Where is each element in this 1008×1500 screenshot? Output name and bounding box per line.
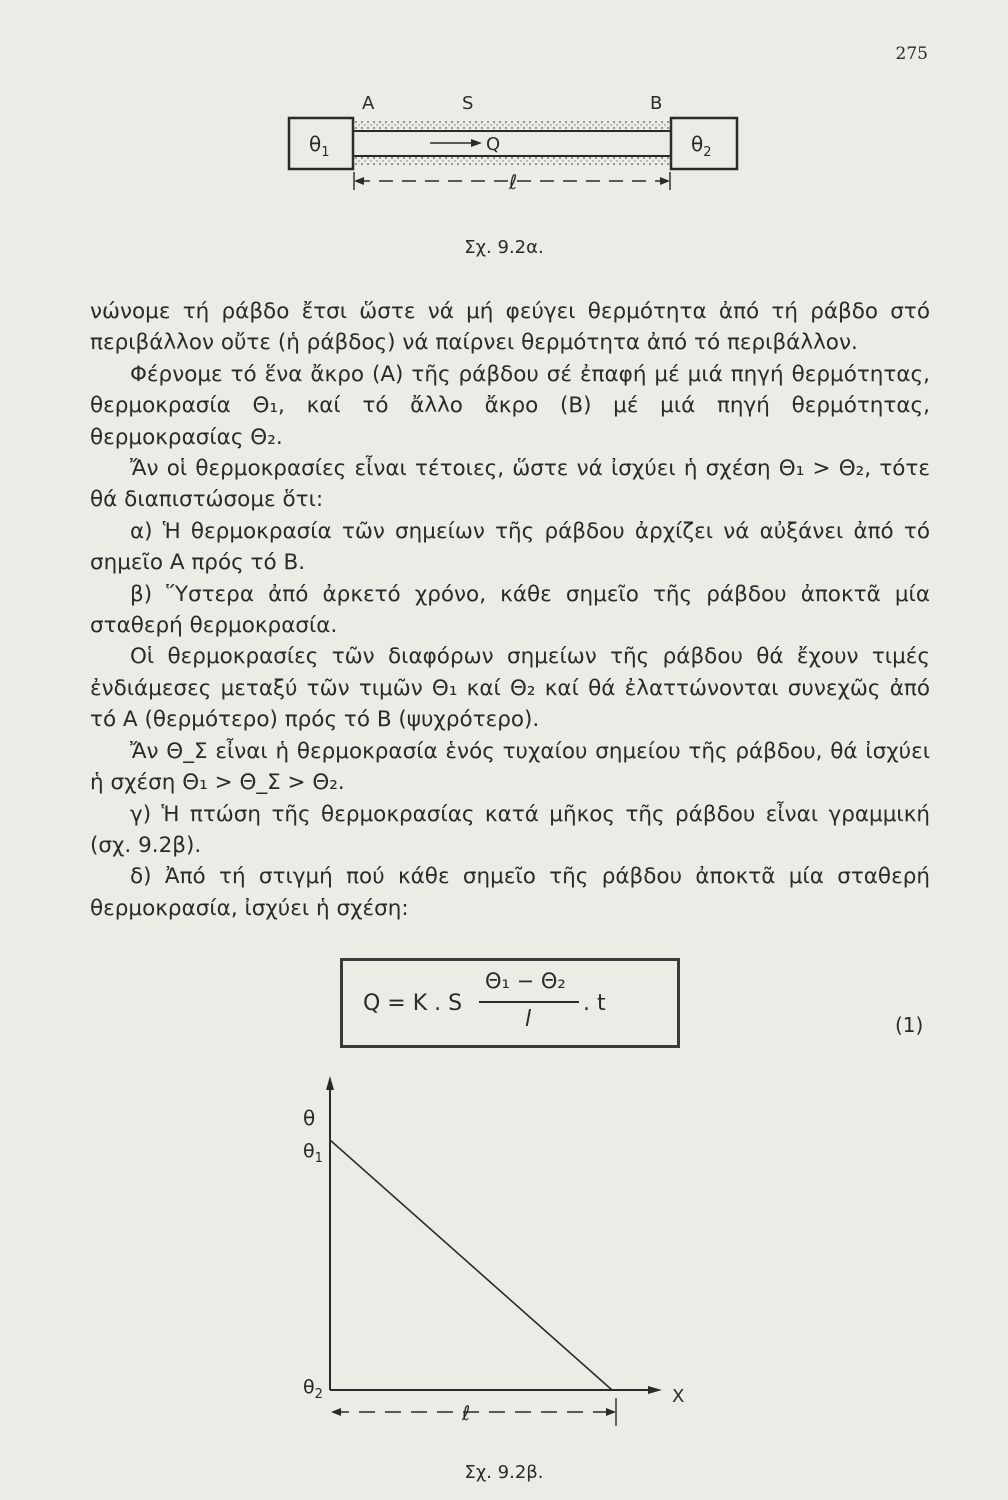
x-axis-label: X [672,1386,685,1407]
theta2-tick-label: $\theta_2$ [303,1376,323,1402]
length-label: ℓ [462,1401,471,1425]
formula-fraction-bar [479,1001,579,1003]
paragraph: δ) Ἀπό τή στιγμή πού κάθε σημεῖο τῆς ράβδου ἀποκτᾶ μία σταθερή θερμοκρασία, ἰσχύει ἡ σχέση: [90,864,930,921]
reservoir-theta1-label: $\theta_1$ [309,132,330,160]
length-label: ℓ [509,170,518,194]
heat-flow-label: Q [486,134,501,155]
paragraph: β) Ὕστερα ἀπό ἀρκετό χρόνο, κάθε σημεῖο τῆς ράβδου ἀποκτᾶ μία σταθερή θερμοκρασία. [90,581,930,639]
figure-9-2b [0,1060,1008,1500]
formula-lhs: Q = K . S [363,991,463,1016]
paragraph: α) Ἡ θερμοκρασία τῶν σημείων τῆς ράβδου ἀρχίζει νά αὐξάνει ἀπό τό σημεῖο Α πρός τό Β. [90,518,930,576]
label-s: S [462,93,474,114]
label-b: B [650,93,663,114]
y-axis-label: θ [303,1106,316,1130]
rod-insulation-top [353,121,671,131]
figure-9-2a [0,0,1008,270]
paragraph: γ) Ἡ πτώση τῆς θερμοκρασίας κατά μῆκος τῆς ράβδου εἶναι γραμμική (σχ. 9.2β). [90,801,930,858]
length-dim-arrow-right [660,177,670,185]
paragraph: νώνομε τή ράβδο ἔτσι ὥστε νά μή φεύγει θερμότητα ἀπό τή ράβδο στό περιβάλλον οὔτε (ἡ ράβδος) νά παίρνει θερμότητα ἀπό τό περιβάλλον. [90,299,930,356]
reservoir-theta2 [671,118,737,169]
temperature-line [330,1140,612,1390]
y-axis-arrowhead [326,1076,334,1090]
formula-tail: . t [583,991,606,1016]
figure-9-2a-caption: Σχ. 9.2α. [464,237,544,258]
length-dim-arrow-left [331,1408,341,1416]
length-dim-arrow-left [354,177,364,185]
paragraph: Φέρνομε τό ἕνα ἄκρο (Α) τῆς ράβδου σέ ἐπαφή μέ μιά πηγή θερμότητας, θερμοκρασία Θ₁, καί τό ἄλλο ἄκρο (Β) μέ μιά πηγή θερμότητας, θερμοκρασίας Θ₂. [90,361,930,450]
formula-denominator: l [525,1007,532,1032]
paragraph: Ἄν οἱ θερμοκρασίες εἶναι τέτοιες, ὥστε νά ἰσχύει ἡ σχέση Θ₁ > Θ₂, τότε θά διαπιστώσομε ὅτι: [90,456,930,513]
figure-9-2b-caption: Σχ. 9.2β. [464,1462,544,1483]
formula-box [340,958,680,1048]
paragraph: Οἱ θερμοκρασίες τῶν διαφόρων σημείων τῆς ράβδου θά ἔχουν τιμές ἐνδιάμεσες μεταξύ τῶν τιμῶν Θ₁ καί Θ₂ καί θά ἐλαττώνονται συνεχῶς ἀπό τό Α (θερμότερο) πρός τό Β (ψυχρότερο). [90,644,930,733]
reservoir-theta2-label: $\theta_2$ [691,132,712,160]
equation-number: (1) [895,1013,924,1037]
paragraph: Ἄν Θ_Σ εἶναι ἡ θερμοκρασία ἑνός τυχαίου σημείου τῆς ράβδου, θά ἰσχύει ἡ σχέση Θ₁ > Θ_Σ > Θ₂. [90,738,930,796]
formula-numerator: Θ₁ − Θ₂ [485,969,566,993]
length-dim-arrow-right [606,1408,616,1416]
label-a: A [362,93,375,114]
page-number: 275 [895,44,928,64]
rod-insulation-bottom [353,156,671,166]
heat-flow-arrowhead [471,139,482,147]
body-text [90,296,930,924]
theta1-tick-label: $\theta_1$ [303,1140,323,1166]
x-axis-arrowhead [648,1386,662,1394]
